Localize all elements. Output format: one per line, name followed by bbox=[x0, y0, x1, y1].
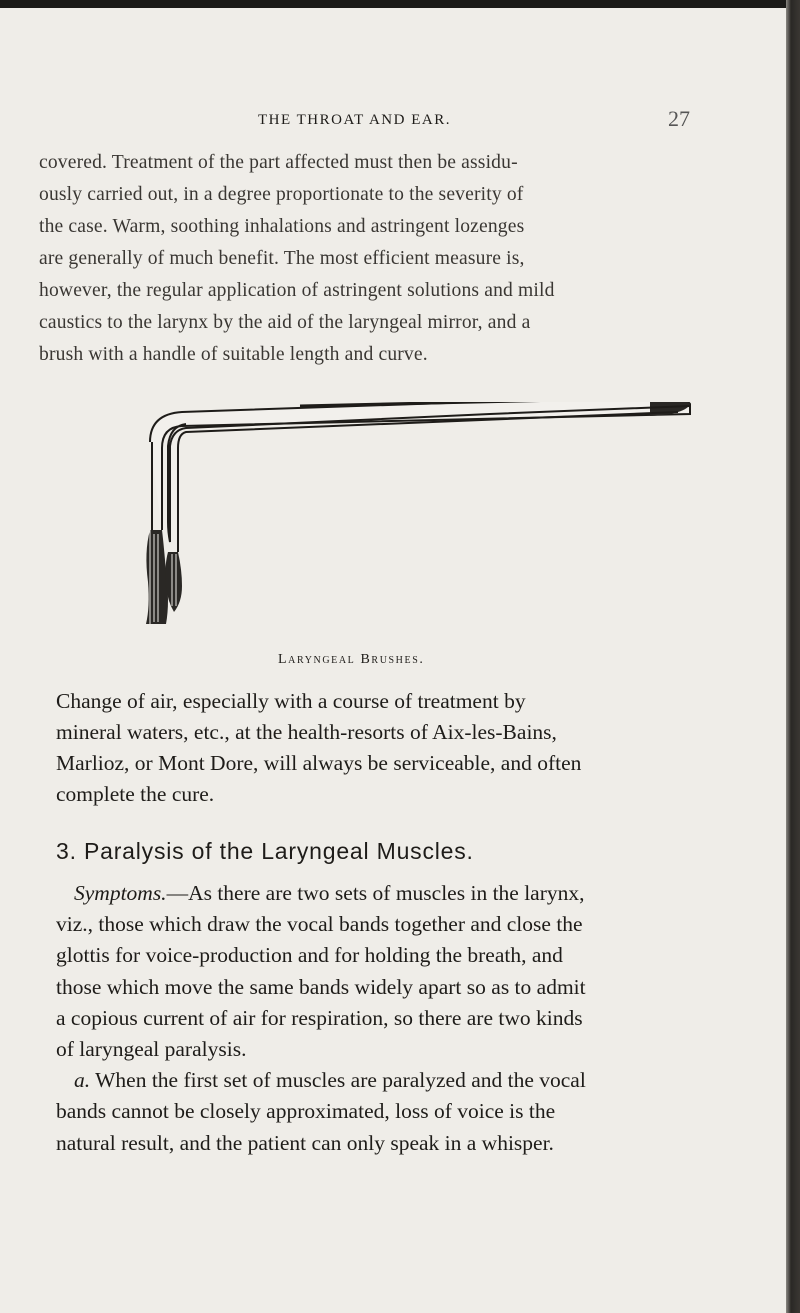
text-line: glottis for voice-production and for holding the breath, and bbox=[56, 943, 563, 968]
text-line: a copious current of air for respiration, so there are two kinds bbox=[56, 1005, 583, 1030]
text-line: brush with a handle of suitable length and curve. bbox=[39, 344, 428, 365]
laryngeal-brushes-illustration bbox=[90, 402, 730, 652]
figure-caption: Laryngeal Brushes. bbox=[278, 652, 425, 667]
outer-brush-drawing bbox=[142, 402, 690, 652]
paragraph-treatment bbox=[39, 147, 555, 371]
text-line: those which move the same bands widely apart so as to admit bbox=[56, 974, 586, 999]
page-number: 27 bbox=[668, 106, 690, 131]
text-line: however, the regular application of astringent solutions and mild bbox=[39, 280, 555, 301]
subsection-lead: a. bbox=[74, 1068, 91, 1093]
running-head bbox=[0, 106, 786, 136]
symptoms-first-line: —As there are two sets of muscles in the larynx, bbox=[166, 881, 585, 905]
subsection-first-line: When the first set of muscles are paralyzed and the vocal bbox=[90, 1068, 586, 1093]
text-line: natural result, and the patient can only speak in a whisper. bbox=[56, 1130, 554, 1155]
text-line: caustics to the larynx by the aid of the laryngeal mirror, and a bbox=[39, 312, 531, 333]
paragraph-symptoms bbox=[56, 878, 586, 1159]
text-line: viz., those which draw the vocal bands together and close the bbox=[56, 912, 583, 937]
running-head-title: THE THROAT AND EAR. bbox=[258, 112, 451, 128]
text-line: the case. Warm, soothing inhalations and astringent lozenges bbox=[39, 216, 525, 237]
text-line: Marlioz, or Mont Dore, will always be serviceable, and often bbox=[56, 751, 582, 775]
text-line: are generally of much benefit. The most efficient measure is, bbox=[39, 248, 525, 269]
book-spine-edge bbox=[786, 0, 800, 1313]
text-line: ously carried out, in a degree proportionate to the severity of bbox=[39, 184, 524, 205]
inner-brush-drawing bbox=[165, 406, 690, 612]
symptoms-lead: Symptoms. bbox=[74, 881, 167, 905]
paragraph-change-of-air bbox=[56, 686, 581, 810]
text-line: covered. Treatment of the part affected must then be assidu- bbox=[39, 152, 518, 173]
text-line: complete the cure. bbox=[56, 782, 215, 806]
text-line: bands cannot be closely approximated, loss of voice is the bbox=[56, 1099, 556, 1124]
text-line bbox=[56, 1065, 586, 1096]
text-line: mineral waters, etc., at the health-resorts of Aix-les-Bains, bbox=[56, 720, 557, 744]
text-line: of laryngeal paralysis. bbox=[56, 1036, 247, 1061]
text-line: Change of air, especially with a course of treatment by bbox=[56, 689, 526, 713]
text-line bbox=[56, 878, 586, 909]
section-heading: 3. Paralysis of the Laryngeal Muscles. bbox=[56, 838, 474, 864]
